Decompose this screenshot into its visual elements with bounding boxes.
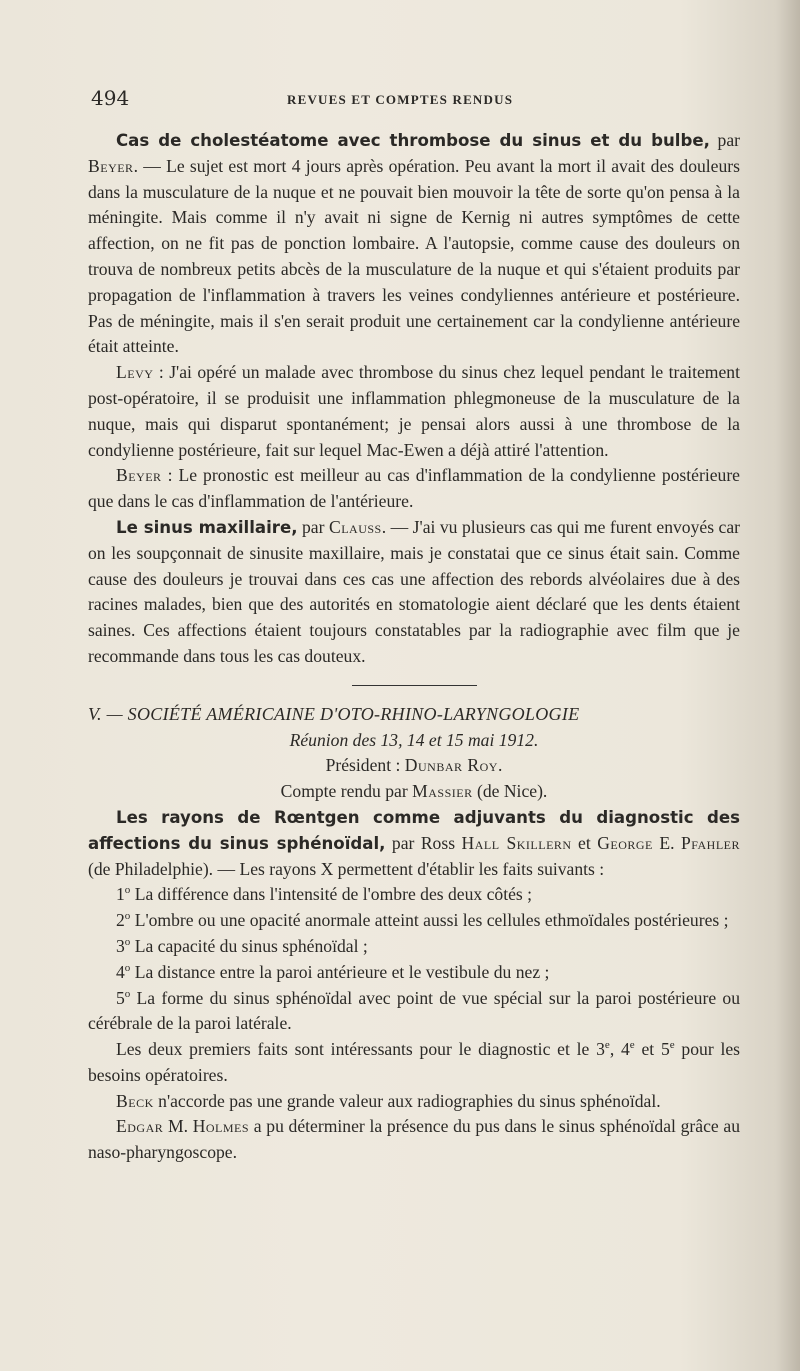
president-line: Président : Dunbar Roy. [325, 755, 503, 776]
report-line: Compte rendu par Massier (de Nice). [280, 781, 548, 802]
reporter-name: Massier [412, 781, 473, 802]
running-title: REVUES ET COMPTES RENDUS [287, 92, 514, 107]
author-name: Hall Skillern [461, 832, 572, 853]
president-name: Dunbar Roy [404, 755, 498, 776]
article-title: Cas de cholestéatome avec thrombose du sinus et du bulbe, [116, 131, 710, 150]
page-body [88, 128, 740, 1166]
article-text: . — Le sujet est mort 4 jours après opération. Peu avant la mort il avait des douleurs dans la musculature de la nuque et ne pouvait bien mouvoir la tête de sorte qu'on pensa à la méningite. Mais comme il n'y avait ni signe de Kernig ni autres symptômes de cette affection, on ne fit pas de ponction lombaire. A l'autopsie, comme cause des douleurs on trouva de nombreux petits abcès de la musculature de la nuque et qui s'étaient produits par propagation de l'inflammation à travers les veines condyliennes antérieure et postérieure. Pas de méningite, mais il s'en serait produit une certainement car la condylienne antérieure était atteinte. [88, 155, 740, 357]
speaker-name: Edgar [116, 1116, 164, 1137]
speaker-name: Levy [116, 362, 154, 383]
discussion-holmes: Edgar M. Holmes a pu déterminer la présence du pus dans le sinus sphénoïdal grâce au naso-pharyngoscope. [88, 1116, 740, 1163]
speaker-name: Holmes [192, 1116, 250, 1137]
discussion-beyer: Beyer : Le pronostic est meilleur au cas d'inflammation de la condylienne postérieure que dans le cas d'inflammation de l'antérieure. [88, 465, 740, 512]
speaker-name: Beyer [116, 465, 162, 486]
section-title: V. — SOCIÉTÉ AMÉRICAINE D'OTO-RHINO-LARYNGOLOGIE [88, 703, 580, 724]
list-item: 1$^o$ La différence dans l'intensité de l'ombre des deux côtés ; [116, 884, 533, 905]
list-item: 5$^o$ La forme du sinus sphénoïdal avec point de vue spécial sur la paroi postérieure ou cérébrale de la paroi latérale. [88, 987, 740, 1034]
discussion-beck: Beck n'accorde pas une grande valeur aux radiographies du sinus sphénoïdal. [116, 1090, 661, 1111]
article-title: Le sinus maxillaire, [116, 517, 298, 537]
author-name: Beyer [88, 155, 134, 176]
list-item: 3$^o$ La capacité du sinus sphénoïdal ; [116, 935, 368, 956]
article-rayons-roentgen: Les rayons de Rœntgen comme adjuvants du diagnostic des affections du sinus sphénoïdal, par Ross Hall Skillern et George E. Pfahler (de Philadelphie). — Les rayons X permettent d'établir les faits suivants : [88, 807, 741, 879]
page-header [91, 86, 741, 116]
author-name: George [597, 832, 653, 853]
article-sinus-maxillaire: Le sinus maxillaire, par Clauss. — J'ai vu plusieurs cas qui me furent envoyés car on les soupçonnait de sinusite maxillaire, mais je constatai que ce sinus était sain. Comme cause des douleurs je trouvai dans ces cas une affection des rebords alvéolaires due à des racines malades, bien que des autorités en stomatologie aient déclaré que les dents étaient saines. Ces affections étaient toujours constatables par la radiographie avec film que je recommande dans tous les cas douteux. [88, 516, 741, 666]
speaker-name: Beck [116, 1090, 154, 1111]
author-name: Clauss [328, 516, 382, 537]
section-divider [352, 685, 477, 686]
list-item: 2$^o$ L'ombre ou une opacité anormale atteint aussi les cellules ethmoïdales postérieures ; [116, 910, 729, 931]
discussion-levy: Levy : J'ai opéré un malade avec thrombose du sinus chez lequel pendant le traitement post-opératoire, il se produisit une inflammation phlegmoneuse de la musculature de la nuque, mais qui disparut spontanément; je pensai alors aussi à une thrombose de la condylienne postérieure, fait sur lequel Mac-Ewen a déjà attiré l'attention. [88, 362, 740, 460]
summary-paragraph: Les deux premiers faits sont intéressants pour le diagnostic et le 3e, 4e et 5e pour les besoins opératoires. [88, 1039, 740, 1085]
article-title: Les rayons de Rœntgen comme adjuvants du diagnostic des affections du sinus sphénoïdal, [88, 807, 740, 853]
list-item: 4$^o$ La distance entre la paroi antérieure et le vestibule du nez ; [116, 961, 550, 982]
page-number: 494 [91, 86, 130, 110]
article-text: . — J'ai vu plusieurs cas qui me furent envoyés car on les soupçonnait de sinusite maxillaire, mais je constatai que ce sinus était sain. Comme cause des douleurs je trouvai dans ces cas une affection des rebords alvéolaires due à des racines malades, bien que des autorités en stomatologie aient déclaré que les dents étaient saines. Ces affections étaient toujours constatables par la radiographie avec film que je recommande dans tous les cas douteux. [88, 516, 741, 666]
meeting-dates: Réunion des 13, 14 et 15 mai 1912. [289, 729, 539, 750]
article-cholesteatome: Cas de cholestéatome avec thrombose du sinus et du bulbe, par Beyer. — Le sujet est mort 4 jours après opération. Peu avant la mort il avait des douleurs dans la musculature de la nuque et ne pouvait bien mouvoir la tête de sorte qu'on pensa à la méningite. Mais comme il n'y avait ni signe de Kernig ni autres symptômes de cette affection, on ne fit pas de ponction lombaire. A l'autopsie, comme cause des douleurs on trouva de nombreux petits abcès de la musculature de la nuque et qui s'étaient produits par propagation de l'inflammation à travers les veines condyliennes antérieure et postérieure. Pas de méningite, mais il s'en serait produit une certainement car la condylienne antérieure était atteinte. [88, 130, 740, 357]
author-name: Pfahler [680, 832, 741, 853]
